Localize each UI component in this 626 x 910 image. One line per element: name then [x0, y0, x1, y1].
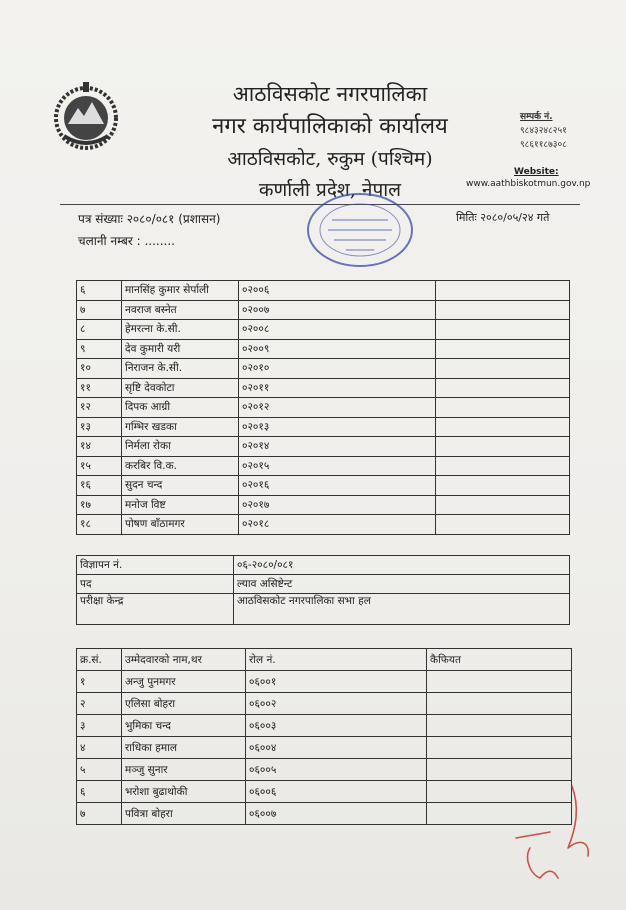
office-subtitle: नगर कार्यपालिकाको कार्यालय [212, 114, 448, 139]
roll-cell: ०२००६ [239, 281, 436, 301]
post-value: ल्याव असिष्टेन्ट [234, 575, 570, 594]
candidate-table-continued [76, 280, 570, 535]
table-row [77, 476, 570, 496]
dispatch-number: चलानी नम्बर : ........ [78, 234, 175, 248]
serial-cell: १६ [77, 476, 122, 496]
roll-cell: ०२०१२ [239, 398, 436, 418]
table-row [77, 339, 570, 359]
table-row [77, 359, 570, 379]
roll-cell: ०६००५ [246, 759, 427, 781]
serial-cell: ११ [77, 378, 122, 398]
roll-cell: ०२०१७ [239, 495, 436, 515]
table-row [77, 693, 572, 715]
remarks-cell [436, 515, 570, 535]
remarks-cell [436, 378, 570, 398]
remarks-cell [436, 281, 570, 301]
serial-cell: ९ [77, 339, 122, 359]
remarks-cell [436, 437, 570, 457]
serial-cell: ७ [77, 300, 122, 320]
remarks-cell [436, 398, 570, 418]
table-row [77, 437, 570, 457]
website-block [466, 166, 590, 190]
roll-cell: ०२०१६ [239, 476, 436, 496]
table-row [77, 781, 572, 803]
name-cell: मञ्जु सुनार [122, 759, 246, 781]
table-row [77, 281, 570, 301]
name-cell: दिपक आग्री [122, 398, 239, 418]
remarks-cell [436, 320, 570, 340]
roll-cell: ०२००८ [239, 320, 436, 340]
serial-cell: १५ [77, 456, 122, 476]
website-url: www.aathbiskotmun.gov.np [466, 179, 591, 189]
table-row [77, 803, 572, 825]
remarks-cell [436, 300, 570, 320]
header-remarks: कैफियत [427, 649, 572, 671]
phone-number: ९८४३२४८२५१ [520, 126, 567, 136]
roll-cell: ०२०१३ [239, 417, 436, 437]
serial-cell: १ [77, 671, 122, 693]
letter-number: पत्र संख्याः २०८०/०८१ (प्रशासन) [78, 212, 221, 226]
roll-cell: ०६००४ [246, 737, 427, 759]
candidate-table [76, 648, 572, 825]
name-cell: अन्जु पुनमगर [122, 671, 246, 693]
serial-cell: ७ [77, 803, 122, 825]
table-row [77, 320, 570, 340]
serial-cell: १० [77, 359, 122, 379]
table-row [77, 737, 572, 759]
name-cell: देव कुमारी यरी [122, 339, 239, 359]
table-row [77, 575, 570, 594]
roll-cell: ०२०१८ [239, 515, 436, 535]
remarks-cell [427, 737, 572, 759]
header-serial: क्र.सं. [77, 649, 122, 671]
roll-cell: ०२०१५ [239, 456, 436, 476]
table-row [77, 378, 570, 398]
remarks-cell [427, 693, 572, 715]
contact-label: सम्पर्क नं. [520, 112, 553, 122]
remarks-cell [436, 456, 570, 476]
name-cell: सृष्टि देवकोटा [122, 378, 239, 398]
name-cell: पोषण बाँठामगर [122, 515, 239, 535]
exam-center-label: परीक्षा केन्द्र [77, 594, 234, 625]
serial-cell: ४ [77, 737, 122, 759]
table-row [77, 594, 570, 625]
roll-cell: ०६००१ [246, 671, 427, 693]
table-row [77, 715, 572, 737]
remarks-cell [436, 359, 570, 379]
exam-center-value: आठविसकोट नगरपालिका सभा हल [234, 594, 570, 625]
name-cell: निराजन के.सी. [122, 359, 239, 379]
serial-cell: ३ [77, 715, 122, 737]
table-row [77, 398, 570, 418]
remarks-cell [427, 715, 572, 737]
serial-cell: १७ [77, 495, 122, 515]
official-seal [300, 190, 420, 274]
serial-cell: ६ [77, 281, 122, 301]
name-cell: भरोशा बुढाथोकी [122, 781, 246, 803]
name-cell: मनोज विष्ट [122, 495, 239, 515]
handwritten-signature [510, 778, 610, 888]
name-cell: पवित्रा बोहरा [122, 803, 246, 825]
roll-cell: ०२००७ [239, 300, 436, 320]
emblem-icon [50, 76, 122, 158]
roll-cell: ०६००६ [246, 781, 427, 803]
table-row [77, 417, 570, 437]
serial-cell: २ [77, 693, 122, 715]
roll-cell: ०६००७ [246, 803, 427, 825]
office-title: आठविसकोट नगरपालिका [232, 82, 428, 106]
roll-cell: ०२०१० [239, 359, 436, 379]
serial-cell: १४ [77, 437, 122, 457]
ad-number-value: ०६-२०८०/०८१ [234, 556, 570, 575]
name-cell: सुदन चन्द [122, 476, 239, 496]
serial-cell: १२ [77, 398, 122, 418]
serial-cell: १८ [77, 515, 122, 535]
name-cell: राधिका हमाल [122, 737, 246, 759]
office-address: आठविसकोट, रुकुम (पश्चिम) [227, 148, 433, 170]
header-name: उम्मेदवारको नाम,थर [122, 649, 246, 671]
website-label: Website: [514, 167, 559, 177]
name-cell: हेमरत्ना के.सी. [122, 320, 239, 340]
letter-date: मितिः २०८०/०५/२४ गते [456, 211, 550, 224]
header-roll: रोल नं. [246, 649, 427, 671]
remarks-cell [436, 417, 570, 437]
serial-cell: ६ [77, 781, 122, 803]
phone-number: ९८६११८७३०८ [520, 140, 567, 150]
name-cell: करबिर वि.क. [122, 456, 239, 476]
serial-cell: ८ [77, 320, 122, 340]
roll-cell: ०२०१४ [239, 437, 436, 457]
remarks-cell [436, 476, 570, 496]
remarks-cell [436, 339, 570, 359]
name-cell: गम्भिर खडका [122, 417, 239, 437]
name-cell: भुमिका चन्द [122, 715, 246, 737]
table-row [77, 456, 570, 476]
post-label: पद [77, 575, 234, 594]
remarks-cell [436, 495, 570, 515]
name-cell: एलिसा बोहरा [122, 693, 246, 715]
roll-cell: ०६००३ [246, 715, 427, 737]
contact-block [520, 110, 567, 152]
table-row [77, 671, 572, 693]
office-province: कर्णाली प्रदेश, नेपाल [258, 179, 402, 201]
serial-cell: १३ [77, 417, 122, 437]
table-row [77, 515, 570, 535]
table-row [77, 495, 570, 515]
table-row [77, 556, 570, 575]
table-header-row [77, 649, 572, 671]
name-cell: मानसिंह कुमार सेर्पाली [122, 281, 239, 301]
name-cell: नवराज बस्नेत [122, 300, 239, 320]
table-row [77, 759, 572, 781]
serial-cell: ५ [77, 759, 122, 781]
roll-cell: ०२०११ [239, 378, 436, 398]
roll-cell: ०२००९ [239, 339, 436, 359]
roll-cell: ०६००२ [246, 693, 427, 715]
table-row [77, 300, 570, 320]
exam-notice-table [76, 555, 570, 625]
name-cell: निर्मला रोका [122, 437, 239, 457]
ad-number-label: विज्ञापन नं. [77, 556, 234, 575]
remarks-cell [427, 671, 572, 693]
